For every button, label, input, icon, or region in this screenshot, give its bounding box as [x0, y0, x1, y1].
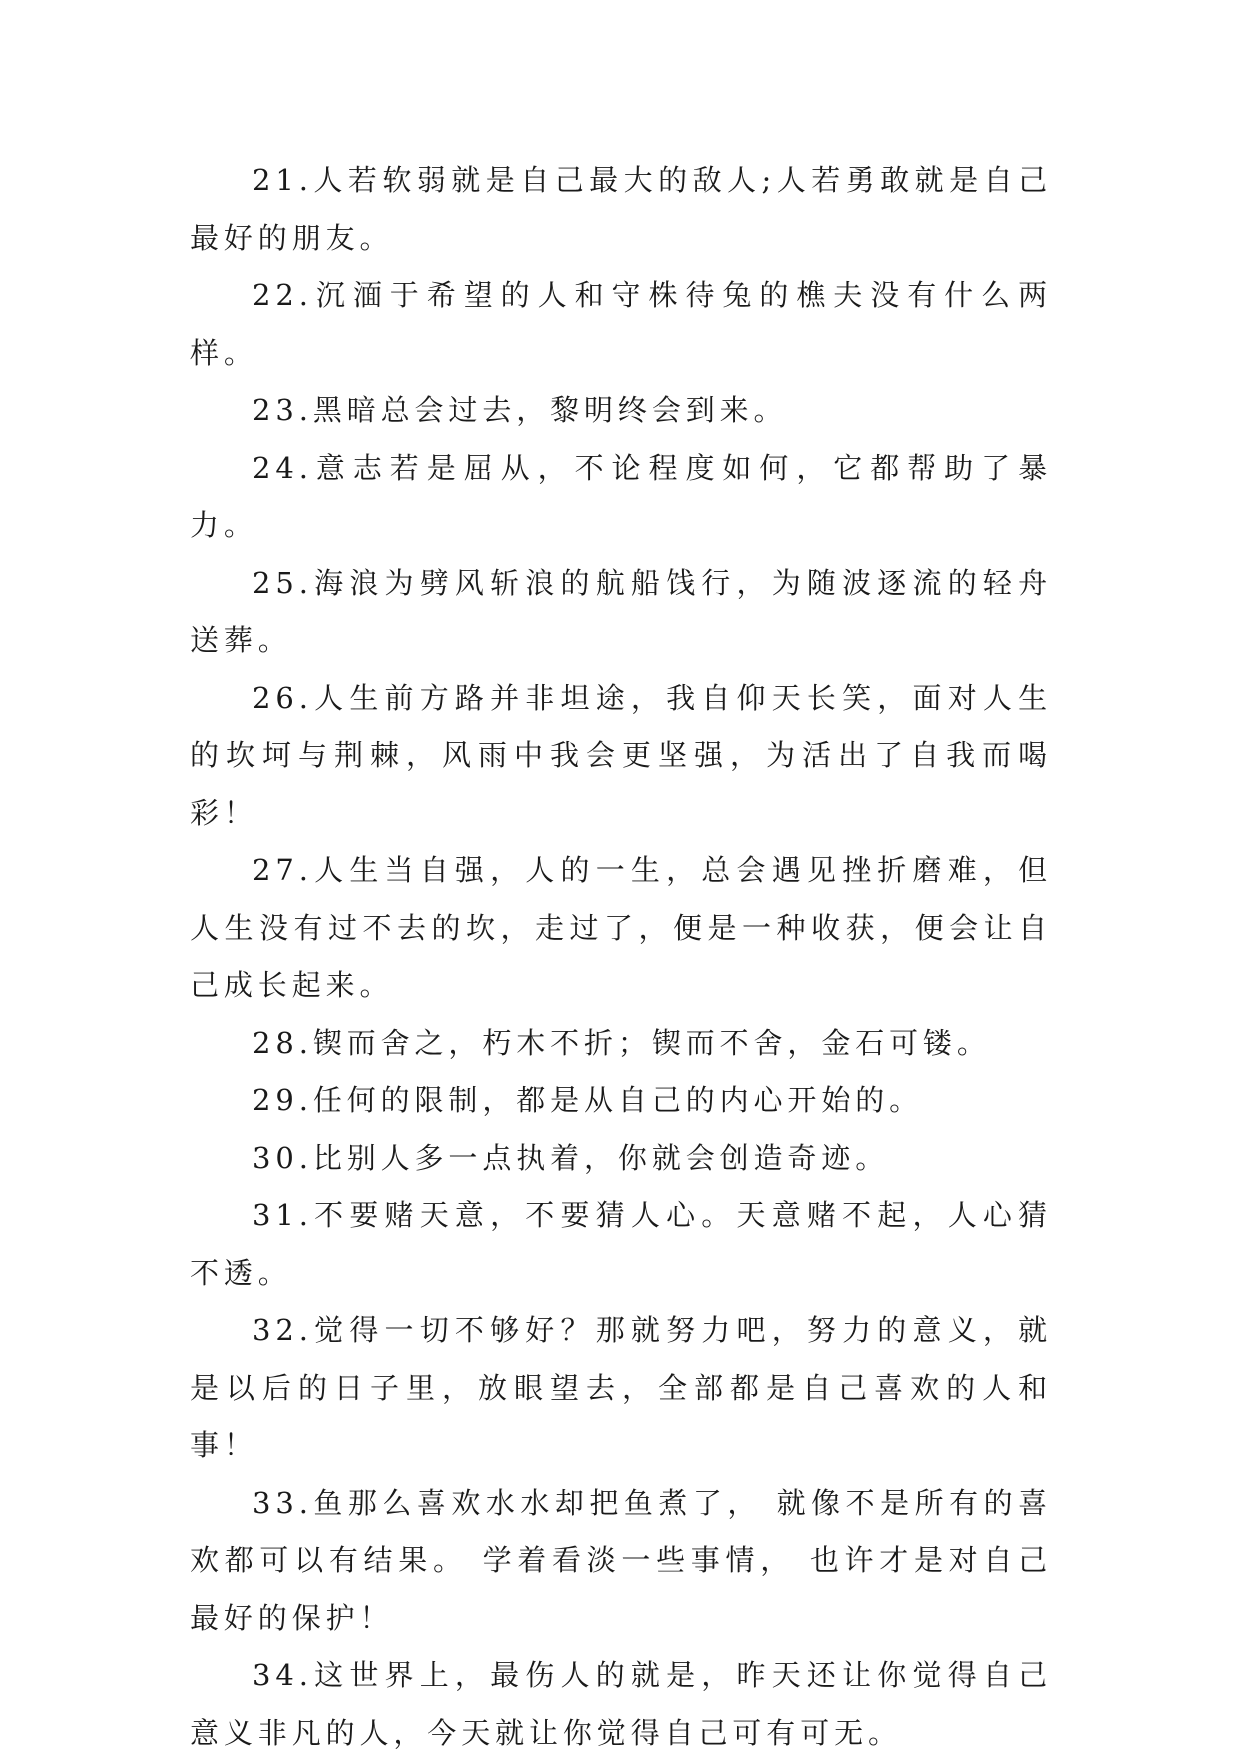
- quote-paragraph-21: 21.人若软弱就是自己最大的敌人;人若勇敢就是自己最好的朋友。: [190, 163, 1052, 255]
- quote-paragraph-32: 32.觉得一切不够好？那就努力吧，努力的意义，就是以后的日子里，放眼望去，全部都是自己喜欢的人和事！: [190, 1313, 1052, 1462]
- quote-paragraph-28: 28.锲而舍之，朽木不折；锲而不舍，金石可镂。: [252, 1025, 991, 1060]
- quote-paragraph-33: 33.鱼那么喜欢水水却把鱼煮了， 就像不是所有的喜欢都可以有结果。 学着看淡一些事情， 也许才是对自己最好的保护！: [190, 1485, 1052, 1635]
- quote-paragraph-27: 27.人生当自强，人的一生，总会遇见挫折磨难，但人生没有过不去的坎，走过了，便是一种收获，便会让自己成长起来。: [190, 853, 1052, 1002]
- quote-paragraph-29: 29.任何的限制，都是从自己的内心开始的。: [252, 1083, 924, 1117]
- quote-paragraph-34: 34.这世界上，最伤人的就是，昨天还让你觉得自己意义非凡的人，今天就让你觉得自己可有可无。: [190, 1658, 1052, 1750]
- document-body: [190, 152, 1052, 1762]
- quote-paragraph-25: 25.海浪为劈风斩浪的航船饯行，为随波逐流的轻舟送葬。: [190, 565, 1052, 657]
- quote-paragraph-22: 22.沉湎于希望的人和守株待兔的樵夫没有什么两样。: [190, 278, 1052, 370]
- quote-paragraph-24: 24.意志若是屈从，不论程度如何，它都帮助了暴力。: [190, 450, 1052, 542]
- quote-paragraph-31: 31.不要赌天意，不要猜人心。天意赌不起，人心猜不透。: [190, 1198, 1052, 1290]
- quote-paragraph-30: 30.比别人多一点执着，你就会创造奇迹。: [252, 1140, 890, 1175]
- quote-paragraph-23: 23.黑暗总会过去，黎明终会到来。: [252, 393, 788, 427]
- quote-paragraph-26: 26.人生前方路并非坦途，我自仰天长笑，面对人生的坎坷与荆棘，风雨中我会更坚强，为活出了自我而喝彩！: [190, 680, 1052, 830]
